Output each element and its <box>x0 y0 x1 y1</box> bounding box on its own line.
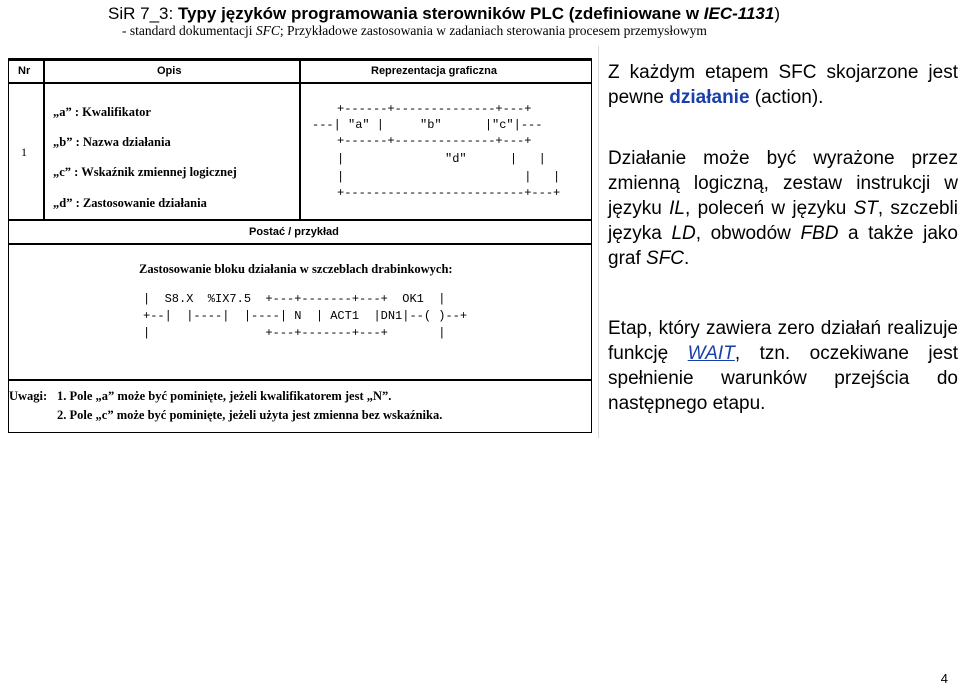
text-paragraph-2: Działanie może być wyrażone przez zmienną logiczną, zestaw instrukcji w języku IL, poleceń w języku ST, szczebli języka LD, obwodów FBD a także jako graf SFC. <box>608 148 959 269</box>
ladder-line: +--| |----| |----| N | ACT1 |DN1|--( )--+ <box>143 309 468 323</box>
graphic-line: +-------------------------+---+ <box>337 186 561 200</box>
slide-subtitle: - standard dokumentacji SFC; Przykładowe zastosowania w zadaniach sterowania procesem przemysłowym <box>122 23 707 38</box>
postac-heading: Postać / przykład <box>249 226 339 238</box>
table-row-rule <box>9 219 591 221</box>
table-col-divider-2 <box>299 59 301 219</box>
opis-item: „d” : Zastosowanie działania <box>53 196 207 210</box>
page-number: 4 <box>940 671 948 686</box>
note-item: 1. Pole „a” może być pominięte, jeżeli kwalifikatorem jest „N”. <box>57 389 392 403</box>
text-paragraph-1: Z każdym etapem SFC skojarzone jest pewne działanie (action). <box>608 62 958 108</box>
slide-title: SiR 7_3: Typy języków programowania sterowników PLC (zdefiniowane w IEC-1131) <box>108 4 781 23</box>
column-header-opis: Opis <box>157 65 182 77</box>
column-header-repr: Reprezentacja graficzna <box>371 65 497 77</box>
graphic-line: ---| "a" | "b" |"c"|--- <box>312 118 543 132</box>
graphic-line: +------+--------------+---+ <box>337 134 532 148</box>
keyword-dzialanie: działanie <box>669 87 750 108</box>
usage-title: Zastosowanie bloku działania w szczeblach drabinkowych: <box>139 262 453 276</box>
row-number: 1 <box>21 145 27 159</box>
table-notes-rule <box>9 379 591 381</box>
table-col-divider-1 <box>43 59 45 219</box>
column-header-nr: Nr <box>18 65 31 77</box>
keyword-wait: WAIT <box>687 343 735 364</box>
sfc-action-table <box>8 58 592 433</box>
notes-label: Uwagi: <box>9 389 48 403</box>
opis-item: „c” : Wskaźnik zmiennej logicznej <box>53 165 237 179</box>
table-postac-rule <box>9 243 591 245</box>
graphic-line: | "d" | | <box>337 152 546 166</box>
column-divider <box>598 46 599 438</box>
ladder-line: | +---+-------+---+ | <box>143 326 446 340</box>
opis-item: „b” : Nazwa działania <box>53 135 171 149</box>
graphic-line: +------+--------------+---+ <box>337 102 532 116</box>
ladder-line: | S8.X %IX7.5 +---+-------+---+ OK1 | <box>143 292 446 306</box>
text-paragraph-3: Etap, który zawiera zero działań realizuje funkcję WAIT, tzn. oczekiwane jest spełnienie warunków przejścia do następnego etapu. <box>608 318 958 414</box>
graphic-line: | | | <box>337 170 561 184</box>
note-item: 2. Pole „c” może być pominięte, jeżeli użyta jest zmienna bez wskaźnika. <box>57 408 443 422</box>
opis-item: „a” : Kwalifikator <box>53 105 151 119</box>
